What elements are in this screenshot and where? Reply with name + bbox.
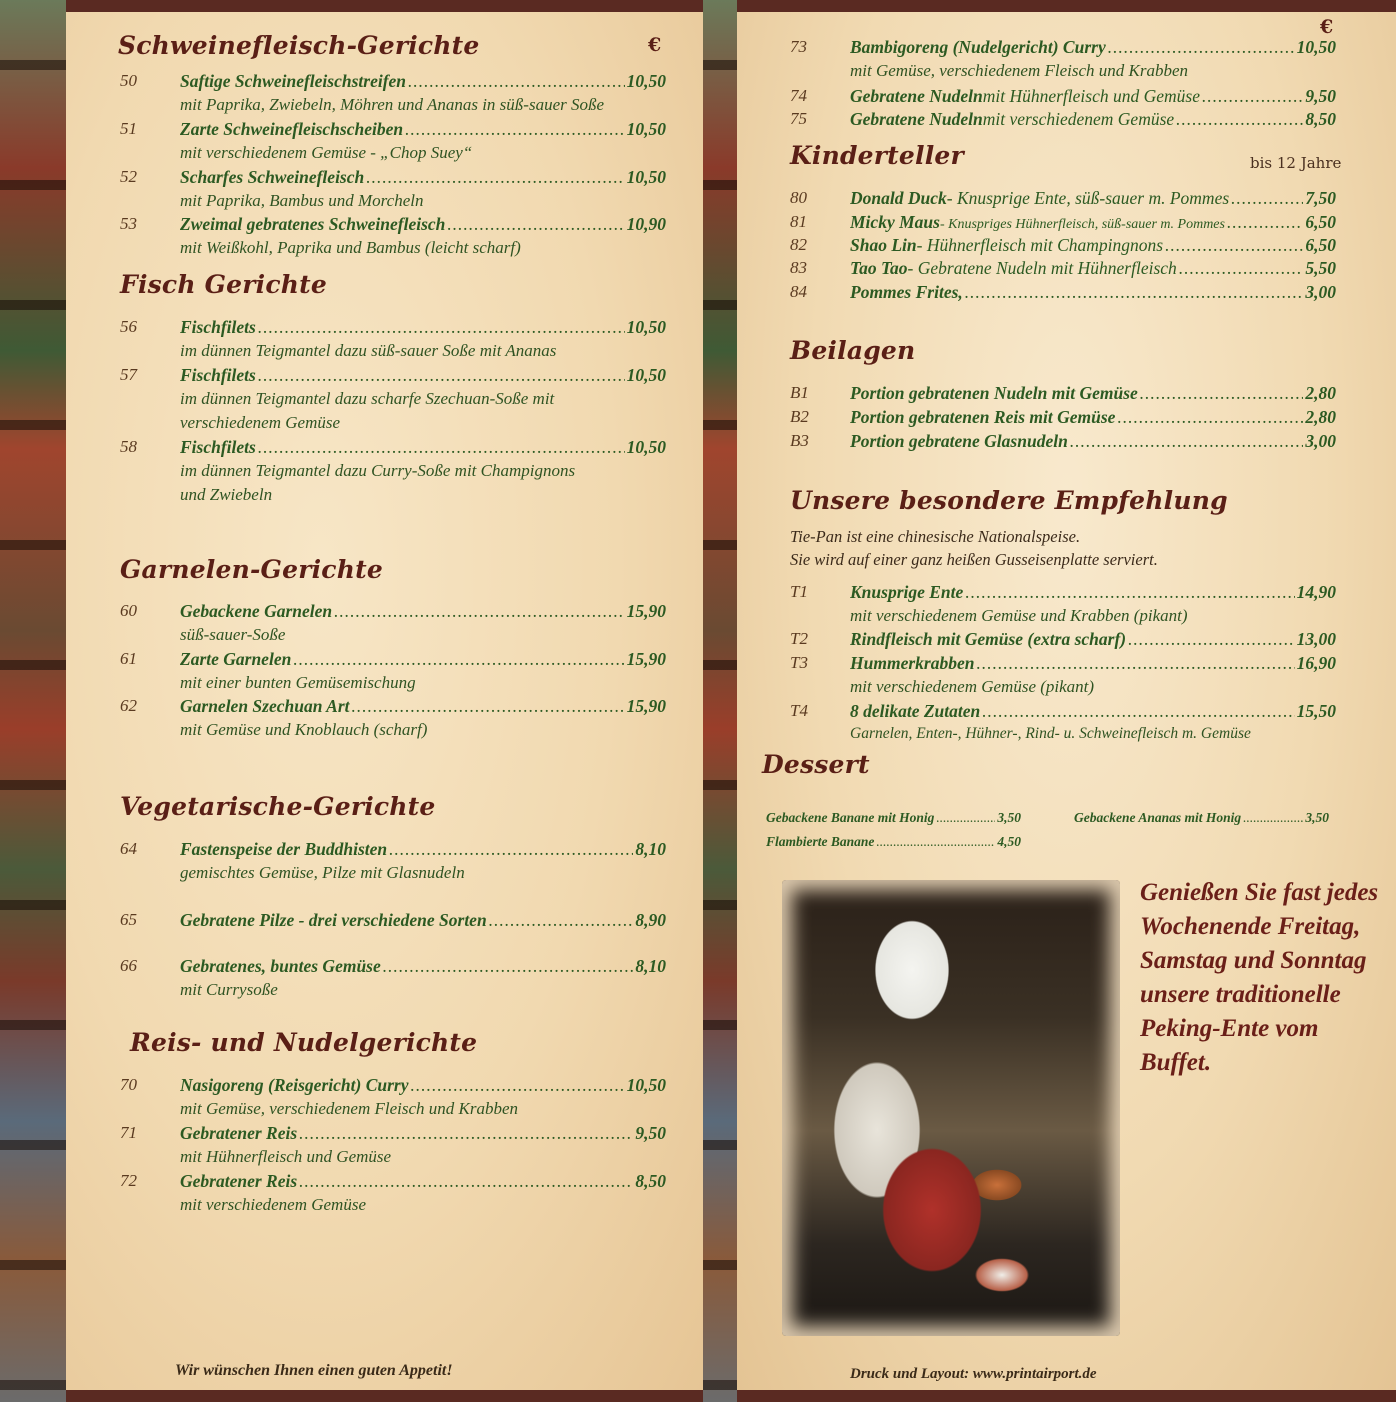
center-fold-strip (703, 0, 737, 1402)
item-name: Zweimal gebratenes Schweinefleisch (180, 214, 446, 234)
menu-item-line (850, 282, 1336, 303)
item-name: Gebratene Nudeln (850, 86, 983, 106)
item-description: süß-sauer-Soße (180, 625, 286, 644)
item-detail: - Hühnerfleisch mit Champingnons (916, 235, 1164, 255)
item-price: 8,10 (635, 839, 666, 859)
item-description: im dünnen Teigmantel dazu Curry-Soße mit Champignons (180, 461, 576, 480)
item-description: mit Gemüse, verschiedenem Fleisch und Krabben (180, 1099, 519, 1118)
menu-item-line (180, 167, 666, 188)
menu-item-line (180, 1123, 666, 1144)
item-name: Fischfilets (180, 437, 256, 457)
dessert-item (766, 810, 1021, 826)
item-description: mit Gemüse, verschiedenem Fleisch und Krabben (850, 61, 1189, 80)
item-price: 15,90 (626, 649, 666, 669)
item-price: 3,00 (1305, 431, 1336, 451)
item-description: mit einer bunten Gemüsemischung (180, 673, 416, 692)
item-price: 8,50 (1305, 109, 1336, 129)
menu-item-line (180, 1171, 666, 1192)
item-name: Gebratenes, buntes Gemüse (180, 956, 381, 976)
item-name: Gebratene Nudeln (850, 109, 983, 129)
item-name: Rindfleisch mit Gemüse (extra scharf) (850, 629, 1127, 649)
item-number: 75 (790, 109, 807, 128)
menu-item-line (180, 956, 666, 977)
menu-item-line (180, 601, 666, 622)
item-price: 10,50 (626, 317, 666, 337)
item-number: B1 (790, 383, 809, 402)
item-price: 10,50 (626, 1075, 666, 1095)
item-name: Zarte Schweinefleischscheiben (180, 119, 404, 139)
item-name: Portion gebratenen Nudeln mit Gemüse (850, 383, 1138, 403)
item-number: 82 (790, 235, 807, 254)
item-name: Gebackene Garnelen (180, 601, 333, 621)
item-detail: - Knuspriges Hühnerfleisch, süß-sauer m. Pommes (939, 217, 1225, 232)
item-number: 71 (120, 1123, 137, 1142)
menu-item-line (850, 37, 1336, 58)
item-number: 51 (120, 119, 137, 138)
item-name: Portion gebratenen Reis mit Gemüse (850, 407, 1116, 427)
item-name: Hummerkrabben (850, 653, 975, 673)
item-description: im dünnen Teigmantel dazu süß-sauer Soße mit Ananas (180, 341, 557, 360)
item-name: Tao Tao (850, 258, 908, 278)
menu-item-line (180, 119, 666, 140)
item-price: 8,50 (635, 1171, 666, 1191)
item-number: 53 (120, 214, 137, 233)
section-title-beilagen: Beilagen (790, 336, 916, 365)
item-detail: - Knusprige Ente, süß-sauer m. Pommes (946, 188, 1230, 208)
item-name: Shao Lin (850, 235, 917, 255)
item-description: mit Gemüse und Knoblauch (scharf) (180, 720, 428, 739)
item-description: mit Paprika, Bambus und Morcheln (180, 191, 424, 210)
item-price: 3,50 (997, 810, 1021, 825)
item-name: Nasigoreng (Reisgericht) Curry (180, 1075, 409, 1095)
footer-appetit: Wir wünschen Ihnen einen guten Appetit! (175, 1362, 453, 1379)
menu-item-line (850, 212, 1336, 233)
item-name: Portion gebratene Glasnudeln (850, 431, 1068, 451)
item-name: Pommes Frites, (850, 282, 963, 302)
item-number: 62 (120, 696, 137, 715)
section-title-schweinefleisch: Schweinefleisch-Gerichte (118, 31, 480, 60)
section-title-fisch: Fisch Gerichte (120, 270, 327, 299)
item-price: 15,90 (626, 696, 666, 716)
item-number: 61 (120, 649, 137, 668)
item-price: 8,10 (635, 956, 666, 976)
section-title-empfehlung: Unsere besondere Empfehlung (790, 486, 1228, 515)
tiepan-intro-line: Sie wird auf einer ganz heißen Gusseisenplatte serviert. (790, 550, 1158, 569)
item-name: Micky Maus (850, 212, 940, 232)
item-number: 58 (120, 437, 137, 456)
left-decorative-strip (0, 0, 66, 1402)
menu-item-line (180, 71, 666, 92)
tiepan-intro-line: Tie-Pan ist eine chinesische Nationalspeise. (790, 527, 1081, 546)
item-price: 15,50 (1296, 701, 1336, 721)
peking-ente-promo: Genießen Sie fast jedes Wochenende Freitag, Samstag und Sonntag unsere traditionelle Peking-Ente vom Buffet. (1140, 879, 1379, 1076)
item-number: T1 (790, 582, 808, 601)
dessert-item (766, 834, 1021, 850)
menu-item-line (850, 383, 1336, 404)
item-name: Garnelen Szechuan Art (180, 696, 350, 716)
menu-item-line (850, 109, 1336, 130)
section-title-vegetarisch: Vegetarische-Gerichte (120, 792, 436, 821)
item-price: 13,00 (1296, 629, 1336, 649)
item-price: 10,50 (626, 119, 666, 139)
menu-item-line (180, 317, 666, 338)
item-price: 2,80 (1305, 383, 1336, 403)
menu-item-line (180, 365, 666, 386)
item-description: mit Currysoße (180, 980, 278, 999)
item-description: mit Weißkohl, Paprika und Bambus (leicht scharf) (180, 238, 521, 257)
item-price: 15,90 (626, 601, 666, 621)
item-number: 50 (120, 71, 137, 90)
item-number: 70 (120, 1075, 137, 1094)
chef-photo (782, 880, 1120, 1336)
item-name: Saftige Schweinefleischstreifen (180, 71, 407, 91)
item-number: 72 (120, 1171, 137, 1190)
item-number: 65 (120, 910, 137, 929)
item-number: 81 (790, 212, 807, 231)
item-price: 3,00 (1305, 282, 1336, 302)
menu-item-line (850, 188, 1336, 209)
item-name: Bambigoreng (Nudelgericht) Curry (850, 37, 1106, 57)
item-name: Gebratener Reis (180, 1171, 298, 1191)
item-number: T3 (790, 653, 808, 672)
item-price: 7,50 (1305, 188, 1336, 208)
item-price: 5,50 (1305, 258, 1336, 278)
menu-item-line (850, 407, 1336, 428)
item-price: 10,50 (1296, 37, 1336, 57)
menu-item-line (180, 1075, 666, 1096)
item-price: 2,80 (1305, 407, 1336, 427)
item-number: 74 (790, 86, 807, 105)
menu-item-line (850, 258, 1336, 279)
item-price: 8,90 (635, 910, 666, 930)
item-description: mit Paprika, Zwiebeln, Möhren und Ananas in süß-sauer Soße (180, 95, 605, 114)
dessert-item (1074, 810, 1329, 826)
item-price: 3,50 (1305, 810, 1329, 825)
menu-item-line (180, 839, 666, 860)
item-number: 60 (120, 601, 137, 620)
item-number: 84 (790, 282, 807, 301)
item-name: Flambierte Banane (766, 834, 875, 849)
item-name: Gebackene Ananas mit Honig (1074, 810, 1242, 825)
item-name-rest: mit Hühnerfleisch und Gemüse (982, 86, 1200, 106)
item-price: 10,90 (626, 214, 666, 234)
item-name: Gebratene Pilze - drei verschiedene Sorten (180, 910, 487, 930)
item-description: mit verschiedenem Gemüse und Krabben (pikant) (850, 606, 1188, 625)
item-price: 10,50 (626, 437, 666, 457)
item-name-rest: mit verschiedenem Gemüse (982, 109, 1175, 129)
item-name: Scharfes Schweinefleisch (180, 167, 365, 187)
section-title-kinderteller: Kinderteller (790, 141, 964, 170)
item-number: 66 (120, 956, 137, 975)
item-name: Gebratener Reis (180, 1123, 298, 1143)
section-title-reis-nudel: Reis- und Nudelgerichte (130, 1028, 478, 1057)
menu-item-line (850, 86, 1336, 107)
item-number: 83 (790, 258, 807, 277)
item-description: Garnelen, Enten-, Hühner-, Rind- u. Schweinefleisch m. Gemüse (850, 725, 1251, 742)
item-name: Zarte Garnelen (180, 649, 292, 669)
menu-item-line (180, 437, 666, 458)
section-title-garnelen: Garnelen-Gerichte (120, 555, 383, 584)
menu-item-line (850, 582, 1336, 603)
item-price: 9,50 (1305, 86, 1336, 106)
menu-item-line (180, 649, 666, 670)
menu-item-line (850, 629, 1336, 650)
item-number: 57 (120, 365, 137, 384)
age-note: bis 12 Jahre (1250, 154, 1342, 172)
item-description: gemischtes Gemüse, Pilze mit Glasnudeln (180, 863, 465, 882)
footer-printcredit: Druck und Layout: www.printairport.de (850, 1366, 1097, 1382)
item-number: B2 (790, 407, 809, 426)
item-price: 6,50 (1305, 212, 1336, 232)
item-description: im dünnen Teigmantel dazu scharfe Szechuan-Soße mit (180, 389, 555, 408)
euro-symbol-right: € (1320, 16, 1334, 38)
menu-item-line (180, 696, 666, 717)
item-number: 64 (120, 839, 137, 858)
item-name: Fastenspeise der Buddhisten (180, 839, 388, 859)
item-name: Fischfilets (180, 365, 256, 385)
item-number: 73 (790, 37, 807, 56)
item-price: 10,50 (626, 71, 666, 91)
item-price: 9,50 (635, 1123, 666, 1143)
item-description: mit Hühnerfleisch und Gemüse (180, 1147, 392, 1166)
item-detail: - Gebratene Nudeln mit Hühnerfleisch (907, 258, 1177, 278)
item-price: 16,90 (1296, 653, 1336, 673)
item-number: T4 (790, 701, 808, 720)
menu-item-line (180, 910, 666, 931)
item-description: mit verschiedenem Gemüse (pikant) (850, 677, 1095, 696)
euro-symbol-left: € (648, 34, 662, 56)
item-description: und Zwiebeln (180, 485, 273, 504)
item-price: 14,90 (1296, 582, 1336, 602)
item-name: Gebackene Banane mit Honig (766, 810, 935, 825)
menu-item-line (850, 653, 1336, 674)
item-name: Knusprige Ente (850, 582, 964, 602)
item-description: mit verschiedenem Gemüse (180, 1195, 366, 1214)
menu-item-line (850, 431, 1336, 452)
menu-item-line (180, 214, 666, 235)
item-price: 4,50 (997, 834, 1021, 849)
item-number: 56 (120, 317, 137, 336)
item-number: 52 (120, 167, 137, 186)
item-price: 10,50 (626, 167, 666, 187)
item-number: B3 (790, 431, 809, 450)
section-title-dessert: Dessert (762, 750, 870, 779)
menu-item-line (850, 235, 1336, 256)
item-name: 8 delikate Zutaten (850, 701, 981, 721)
item-number: T2 (790, 629, 808, 648)
item-description: mit verschiedenem Gemüse - „Chop Suey“ (180, 143, 473, 162)
menu-item-line (850, 701, 1336, 722)
item-name: Donald Duck (850, 188, 947, 208)
item-number: 80 (790, 188, 807, 207)
item-price: 10,50 (626, 365, 666, 385)
item-description: verschiedenem Gemüse (180, 413, 341, 432)
item-name: Fischfilets (180, 317, 256, 337)
item-price: 6,50 (1305, 235, 1336, 255)
